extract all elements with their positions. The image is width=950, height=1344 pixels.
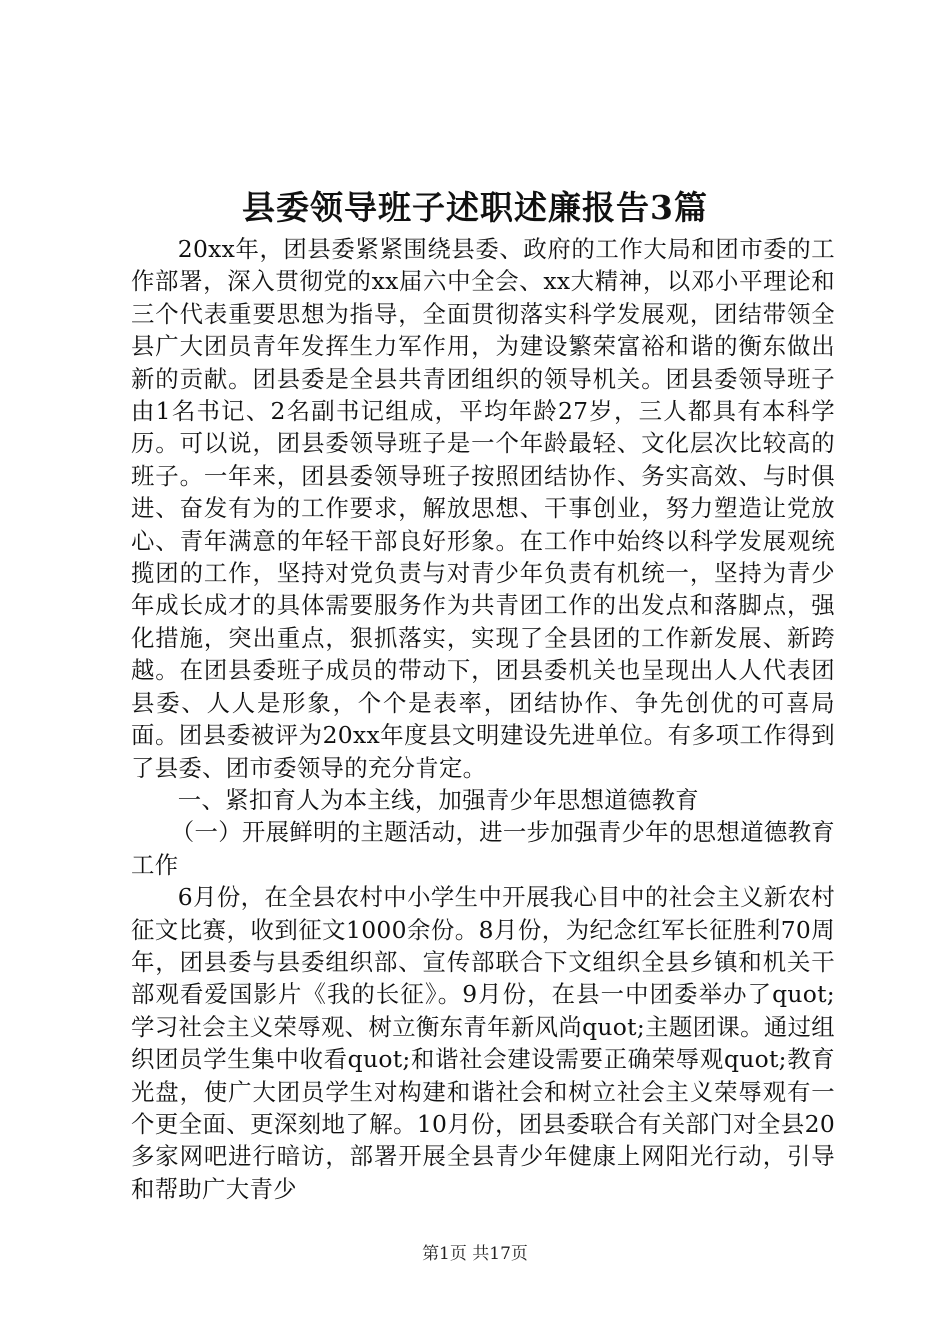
page-number-footer: 第1页 共17页 bbox=[422, 1244, 528, 1264]
paragraph-activities: 6月份，在全县农村中小学生中开展我心目中的社会主义新农村征文比赛，收到征文1000余份。8月份，为纪念红军长征胜利70周年，团县委与县委组织部、宣传部联合下文组织全县乡镇和机关干部观看爱国影片《我的长征》。9月份，在县一中团委举办了quot;学习社会主义荣辱观、树立衡东青年新风尚quot;主题团课。通过组织团员学生集中收看quot;和谐社会建设需要正确荣辱观quot;教育光盘，使广大团员学生对构建和谐社会和树立社会主义荣辱观有一个更全面、更深刻地了解。10月份，团县委联合有关部门对全县20多家网吧进行暗访，部署开展全县青少年健康上网阳光行动，引导和帮助广大青少 bbox=[131, 883, 835, 1203]
subsection-heading: （一）开展鲜明的主题活动，进一步加强青少年的思想道德教育工作 bbox=[131, 818, 835, 879]
section-heading: 一、紧扣育人为本主线，加强青少年思想道德教育 bbox=[177, 785, 699, 814]
document-body bbox=[131, 233, 835, 1205]
document-title: 县委领导班子述职述廉报告3篇 bbox=[242, 188, 708, 227]
paragraph-intro: 20xx年，团县委紧紧围绕县委、政府的工作大局和团市委的工作部署，深入贯彻党的xx届六中全会、xx大精神，以邓小平理论和三个代表重要思想为指导，全面贯彻落实科学发展观，团结带领全县广大团员青年发挥生力军作用，为建设繁荣富裕和谐的衡东做出新的贡献。团县委是全县共青团组织的领导机关。团县委领导班子由1名书记、2名副书记组成，平均年龄27岁，三人都具有本科学历。可以说，团县委领导班子是一个年龄最轻、文化层次比较高的班子。一年来，团县委领导班子按照团结协作、务实高效、与时俱进、奋发有为的工作要求，解放思想、干事创业，努力塑造让党放心、青年满意的年轻干部良好形象。在工作中始终以科学发展观统揽团的工作，坚持对党负责与对青少年负责有机统一，坚持为青少年成长成才的具体需要服务作为共青团工作的出发点和落脚点，强化措施，突出重点，狠抓落实，实现了全县团的工作新发展、新跨越。在团县委班子成员的带动下，团县委机关也呈现出人人代表团县委、人人是形象，个个是表率，团结协作、争先创优的可喜局面。团县委被评为20xx年度县文明建设先进单位。有多项工作得到了县委、团市委领导的充分肯定。 bbox=[131, 235, 835, 782]
